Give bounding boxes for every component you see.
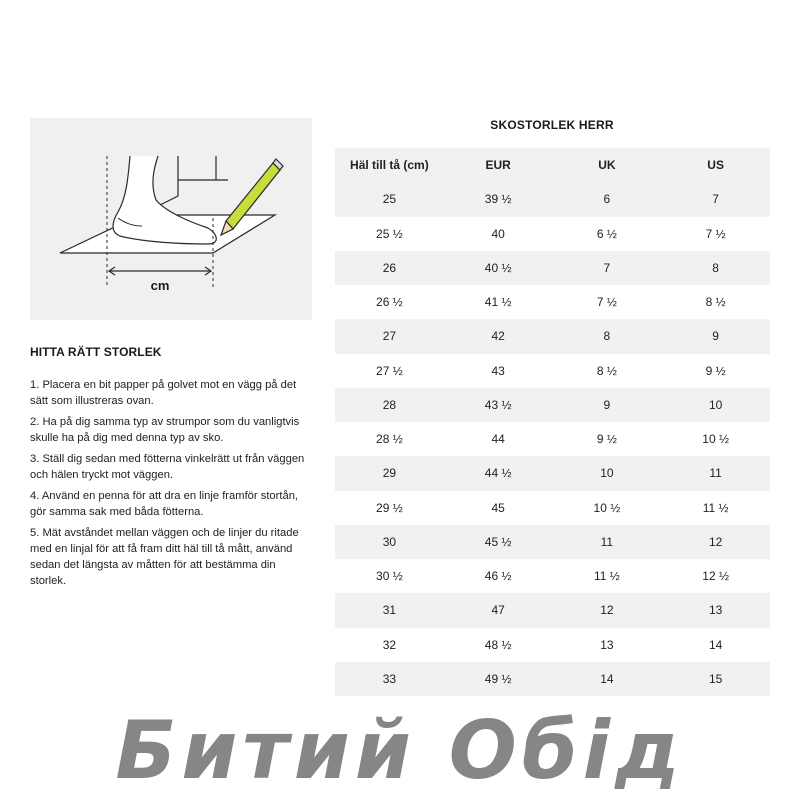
table-cell: 9 xyxy=(712,329,719,344)
instructions-title: HITTA RÄTT STORLEK xyxy=(30,345,162,359)
table-cell: 31 xyxy=(382,603,397,618)
table-cell: 8 xyxy=(712,260,719,275)
instruction-step: 4. Använd en penna för att dra en linje framför stortån, gör samma sak med båda fötterna. xyxy=(30,490,299,518)
table-cell: 9 ½ xyxy=(705,363,726,378)
table-cell: 45 xyxy=(491,500,505,515)
table-cell: 43 xyxy=(491,363,505,378)
table-cell: 10 ½ xyxy=(593,500,621,515)
table-cell: 41 ½ xyxy=(484,295,512,310)
instruction-step: 5. Mät avståndet mellan väggen och de linjer du ritade med en linjal för att få fram ditt häl till tå mått, använd sedan det längsta av måtten för att bestämma din storlek. xyxy=(30,527,299,587)
table-cell: 7 xyxy=(603,260,611,275)
table-cell: 25 ½ xyxy=(376,226,403,241)
table-row xyxy=(335,491,770,525)
table-cell: 14 xyxy=(600,671,614,686)
measure-label: cm xyxy=(150,278,170,293)
table-cell: 10 xyxy=(708,397,723,412)
table-row xyxy=(335,525,770,559)
table-cell: 11 ½ xyxy=(593,569,620,584)
table-cell: 29 xyxy=(382,466,397,481)
table-cell: 11 xyxy=(709,466,722,481)
table-row xyxy=(335,217,770,251)
table-cell: 9 xyxy=(603,397,611,412)
instruction-step: 2. Ha på dig samma typ av strumpor som du vanligtvis skulle ha på dig med denna typ av sko. xyxy=(30,416,300,444)
table-cell: 49 ½ xyxy=(484,671,512,686)
table-cell: 14 xyxy=(708,637,723,652)
table-row xyxy=(335,456,770,490)
table-cell: 11 xyxy=(600,534,614,549)
table-row xyxy=(335,628,770,662)
table-cell: 39 ½ xyxy=(484,192,512,207)
column-header: US xyxy=(707,158,724,173)
column-header: Häl till tå (cm) xyxy=(350,158,429,173)
table-cell: 45 ½ xyxy=(484,534,512,549)
table-cell: 8 ½ xyxy=(596,363,617,378)
table-cell: 32 xyxy=(382,637,397,652)
table-cell: 29 ½ xyxy=(376,500,403,515)
table-cell: 9 ½ xyxy=(596,432,617,447)
column-header: EUR xyxy=(485,158,511,173)
table-cell: 8 xyxy=(603,329,611,344)
table-cell: 25 xyxy=(382,192,397,207)
table-cell: 26 xyxy=(382,260,397,275)
table-cell: 30 ½ xyxy=(376,569,403,584)
table-cell: 6 xyxy=(603,192,611,207)
table-cell: 11 ½ xyxy=(702,500,729,515)
table-cell: 6 ½ xyxy=(596,226,617,241)
table-row xyxy=(335,559,770,593)
table-cell: 26 ½ xyxy=(376,295,403,310)
table-cell: 33 xyxy=(382,671,397,686)
table-cell: 10 xyxy=(600,466,614,481)
table-cell: 7 xyxy=(712,192,719,207)
table-cell: 28 ½ xyxy=(376,432,403,447)
table-cell: 10 ½ xyxy=(702,432,729,447)
table-row xyxy=(335,251,770,285)
table-cell: 30 xyxy=(382,534,397,549)
measuring-illustration xyxy=(30,118,312,320)
table-cell: 7 ½ xyxy=(705,226,726,241)
table-cell: 40 xyxy=(491,226,505,241)
table-row xyxy=(335,388,770,422)
table-row xyxy=(335,182,770,216)
size-table xyxy=(335,148,770,696)
table-cell: 12 ½ xyxy=(702,569,729,584)
table-cell: 44 xyxy=(491,432,505,447)
table-cell: 48 ½ xyxy=(484,637,512,652)
table-cell: 8 ½ xyxy=(705,295,726,310)
table-cell: 7 ½ xyxy=(596,295,617,310)
table-cell: 13 xyxy=(600,637,614,652)
column-header: UK xyxy=(598,158,616,173)
table-row xyxy=(335,593,770,627)
table-cell: 44 ½ xyxy=(484,466,512,481)
table-row xyxy=(335,354,770,388)
instruction-steps xyxy=(30,377,312,594)
watermark: Битий Обід xyxy=(115,703,685,797)
table-cell: 28 xyxy=(382,397,397,412)
foot-icon xyxy=(113,156,216,244)
table-cell: 40 ½ xyxy=(484,260,512,275)
instruction-step: 1. Placera en bit papper på golvet mot en vägg på det sätt som illustreras ovan. xyxy=(30,379,297,407)
table-cell: 12 xyxy=(708,534,723,549)
table-cell: 27 ½ xyxy=(376,363,403,378)
table-cell: 12 xyxy=(600,603,614,618)
instruction-step: 3. Ställ dig sedan med fötterna vinkelrätt ut från väggen och hälen tryckt mot väggen. xyxy=(30,453,305,481)
table-row xyxy=(335,422,770,456)
table-cell: 43 ½ xyxy=(484,397,512,412)
table-cell: 42 xyxy=(491,329,505,344)
table-row xyxy=(335,285,770,319)
table-cell: 27 xyxy=(382,329,397,344)
table-cell: 46 ½ xyxy=(484,569,512,584)
table-row xyxy=(335,662,770,696)
table-cell: 15 xyxy=(708,671,723,686)
table-header-row xyxy=(335,148,770,182)
table-cell: 47 xyxy=(491,603,505,618)
table-cell: 13 xyxy=(708,603,723,618)
table-row xyxy=(335,319,770,353)
table-title: SKOSTORLEK HERR xyxy=(490,118,614,132)
